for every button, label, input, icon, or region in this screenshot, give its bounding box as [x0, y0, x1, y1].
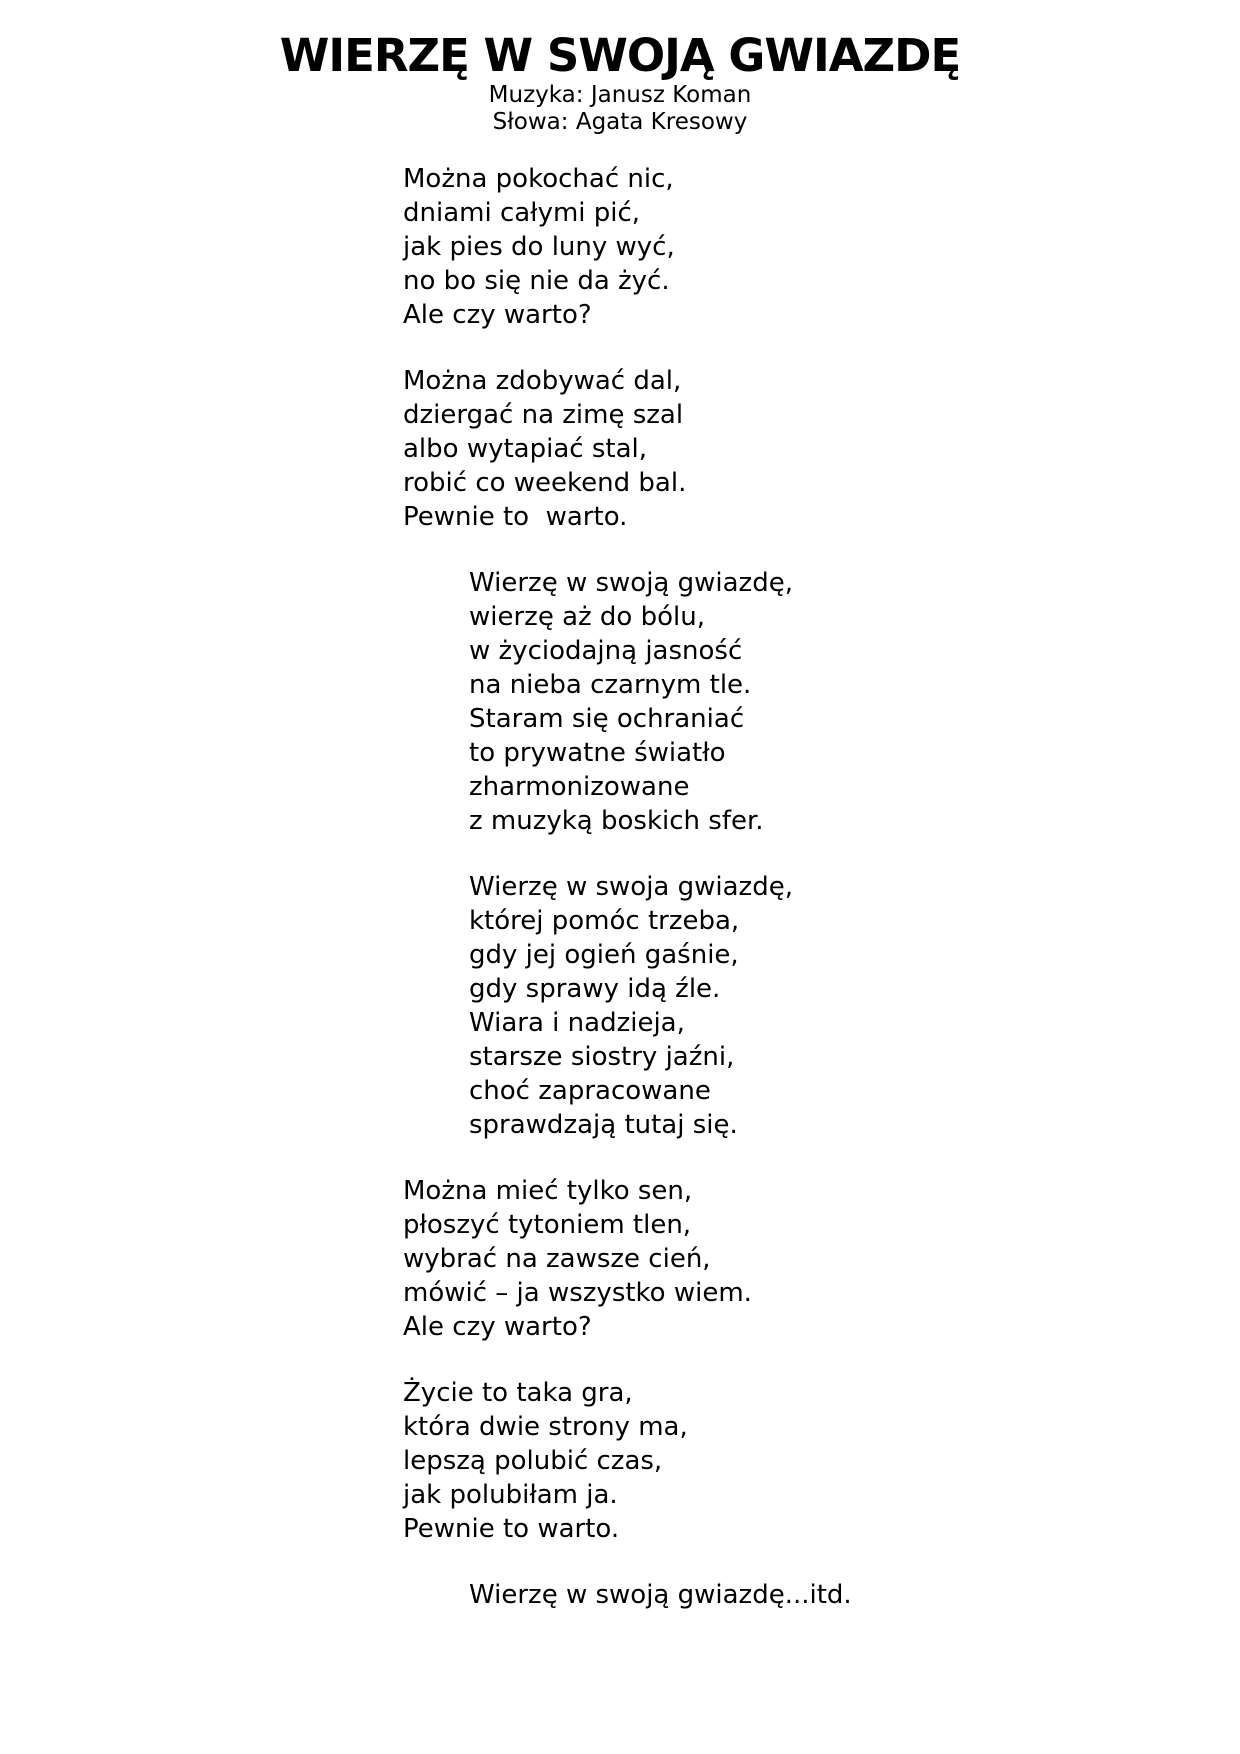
- lyric-line: Wierzę w swoja gwiazdę,: [469, 872, 793, 902]
- lyric-line: Wiara i nadzieja,: [469, 1008, 685, 1038]
- lyric-line: dziergać na zimę szal: [403, 400, 684, 430]
- lyric-line: Wierzę w swoją gwiazdę,: [469, 568, 793, 598]
- lyric-line: gdy sprawy idą źle.: [469, 974, 721, 1004]
- lyric-line: dniami całymi pić,: [403, 198, 641, 228]
- lyric-line: albo wytapiać stal,: [403, 434, 647, 464]
- stanza: [469, 870, 1240, 1142]
- lyric-line: Można pokochać nic,: [403, 164, 674, 194]
- lyric-line: Pewnie to warto.: [403, 502, 628, 532]
- lyric-line: Można mieć tylko sen,: [403, 1176, 693, 1206]
- lyric-line: wierzę aż do bólu,: [469, 602, 705, 632]
- stanza: [469, 1578, 1240, 1612]
- lyric-line: płoszyć tytoniem tlen,: [403, 1210, 692, 1240]
- lyric-line: Pewnie to warto.: [403, 1514, 620, 1544]
- stanza: [469, 566, 1240, 838]
- stanza: [403, 1376, 1240, 1546]
- lyrics: [0, 162, 1240, 1612]
- lyric-line: jak polubiłam ja.: [403, 1480, 618, 1510]
- lyrics-credit: Słowa: Agata Kresowy: [492, 109, 748, 135]
- lyric-line: zharmonizowane: [469, 772, 690, 802]
- lyric-line: gdy jej ogień gaśnie,: [469, 940, 739, 970]
- lyric-line: Wierzę w swoją gwiazdę...itd.: [469, 1580, 852, 1610]
- stanza: [403, 364, 1240, 534]
- lyric-line: Ale czy warto?: [403, 300, 592, 330]
- song-title: WIERZĘ W SWOJĄ GWIAZDĘ: [279, 29, 961, 82]
- lyric-line: na nieba czarnym tle.: [469, 670, 752, 700]
- lyric-line: w życiodajną jasność: [469, 636, 743, 666]
- lyric-line: Życie to taka gra,: [403, 1378, 633, 1408]
- lyric-line: Staram się ochraniać: [469, 704, 745, 734]
- lyric-line: choć zapracowane: [469, 1076, 711, 1106]
- lyric-line: robić co weekend bal.: [403, 468, 687, 498]
- lyric-line: sprawdzają tutaj się.: [469, 1110, 738, 1140]
- lyric-line: to prywatne światło: [469, 738, 726, 768]
- lyric-line: Można zdobywać dal,: [403, 366, 682, 396]
- lyric-line: Ale czy warto?: [403, 1312, 592, 1342]
- stanza: [403, 1174, 1240, 1344]
- lyric-line: starsze siostry jaźni,: [469, 1042, 735, 1072]
- lyric-line: która dwie strony ma,: [403, 1412, 688, 1442]
- lyric-line: której pomóc trzeba,: [469, 906, 740, 936]
- lyric-line: lepszą polubić czas,: [403, 1446, 663, 1476]
- lyric-line: z muzyką boskich sfer.: [469, 806, 764, 836]
- stanza: [403, 162, 1240, 332]
- music-credit: Muzyka: Janusz Koman: [488, 82, 752, 108]
- lyric-line: no bo się nie da żyć.: [403, 266, 670, 296]
- lyric-line: mówić – ja wszystko wiem.: [403, 1278, 752, 1308]
- lyric-line: wybrać na zawsze cień,: [403, 1244, 711, 1274]
- lyric-line: jak pies do luny wyć,: [403, 232, 675, 262]
- document-header: [0, 30, 1240, 136]
